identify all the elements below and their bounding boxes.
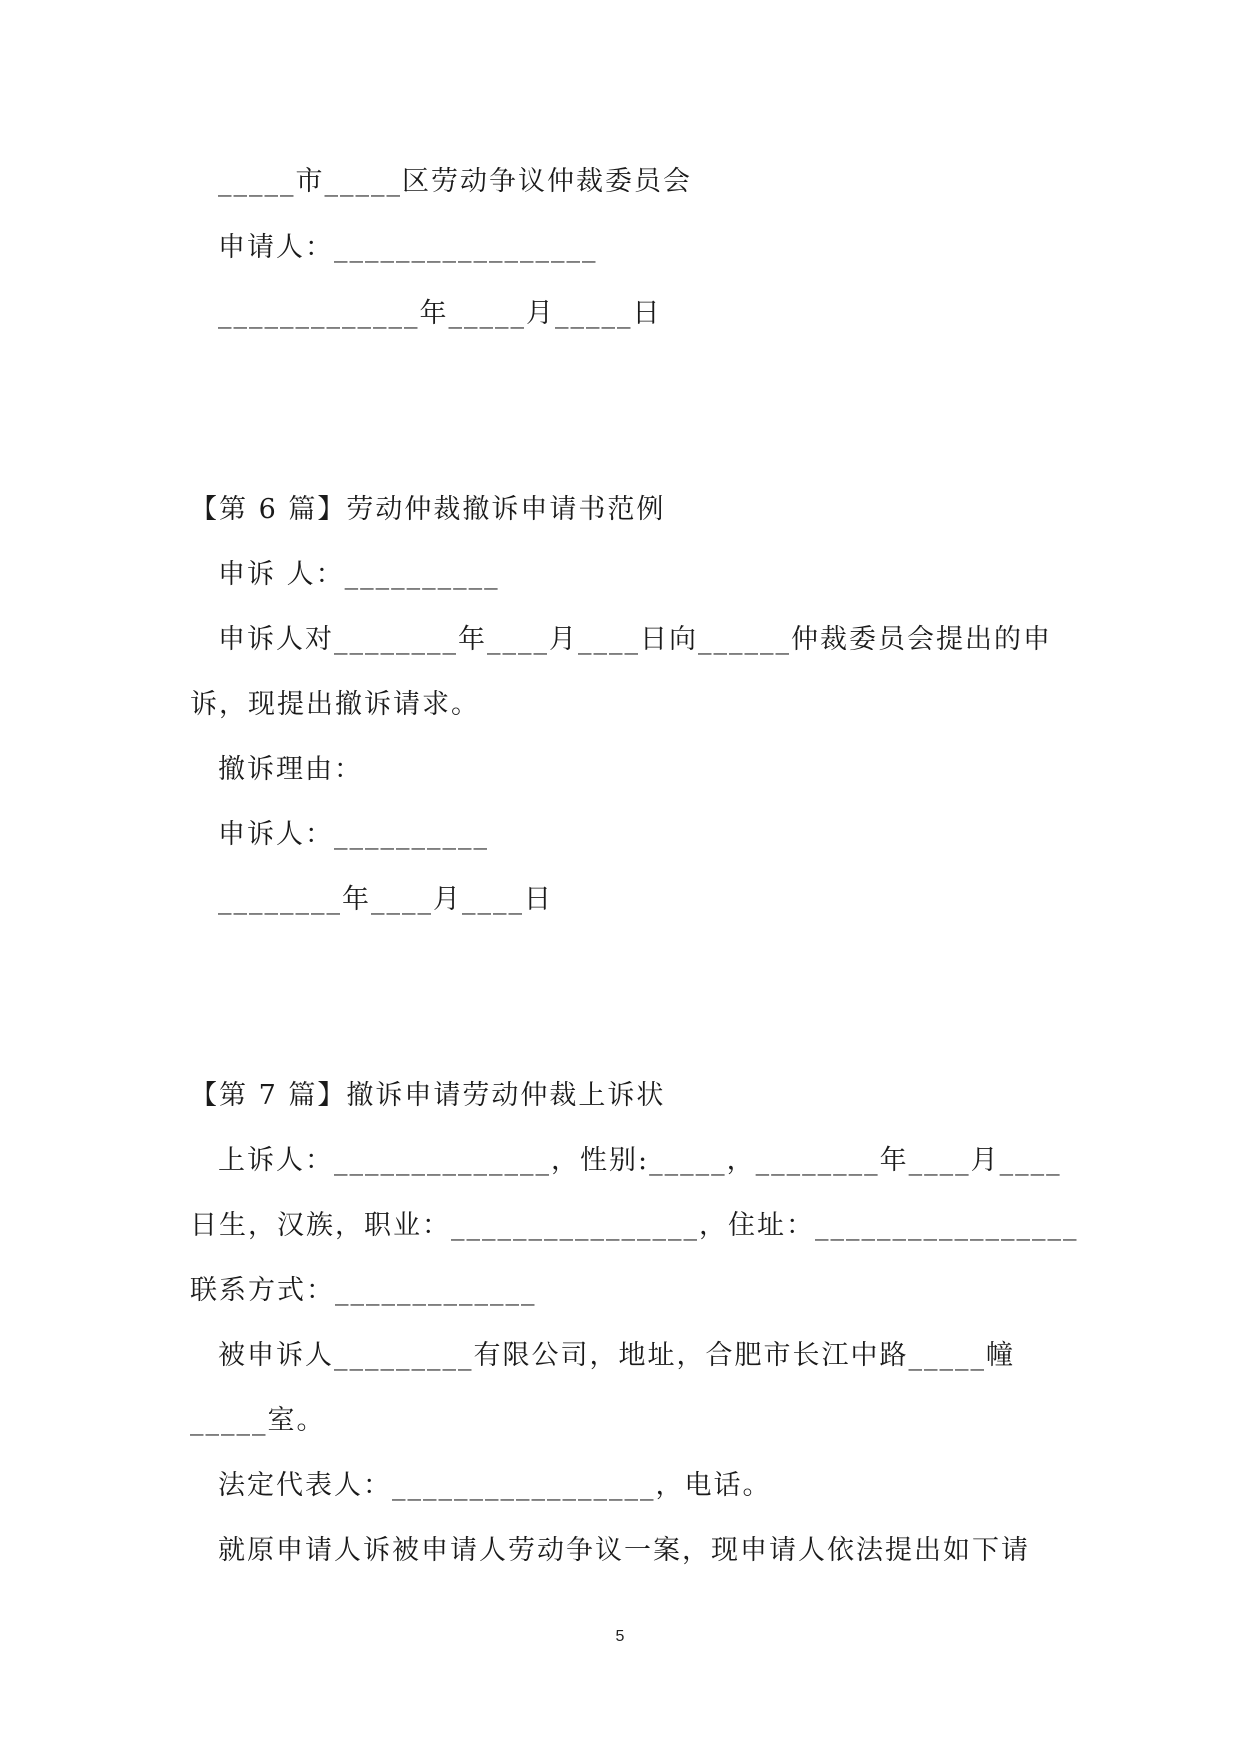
applicant-signature-line: 申请人：_________________ xyxy=(218,232,598,263)
request-line: 就原申请人诉被申请人劳动争议一案，现申请人依法提出如下请 xyxy=(218,1535,1030,1566)
withdrawal-body-line: 申诉人对________年____月____日向______仲裁委员会提出的申 xyxy=(218,624,1052,655)
complainant-signature-line: 申诉人：__________ xyxy=(218,819,489,850)
complainant-line: 申诉 人：__________ xyxy=(218,559,500,590)
respondent-line: 被申诉人_________有限公司，地址，合肥市长江中路_____幢 xyxy=(218,1340,1015,1371)
respondent-line: _____室。 xyxy=(190,1405,326,1436)
committee-line: _____市_____区劳动争议仲裁委员会 xyxy=(218,166,692,197)
legal-representative-line: 法定代表人：_________________，电话。 xyxy=(218,1470,772,1501)
date-line: ________年____月____日 xyxy=(218,884,553,915)
withdrawal-reason-label: 撤诉理由： xyxy=(218,754,363,785)
appellant-info-line: 上诉人：______________，性别:_____，________年____月____ xyxy=(218,1145,1062,1176)
appellant-info-line: 日生，汉族，职业：________________，住址：_________________ xyxy=(190,1210,1079,1241)
withdrawal-body-line: 诉，现提出撤诉请求。 xyxy=(190,689,480,720)
section-6-heading: 【第 6 篇】劳动仲裁撤诉申请书范例 xyxy=(190,494,666,525)
date-line: _____________年_____月_____日 xyxy=(218,298,662,329)
section-7-heading: 【第 7 篇】撤诉申请劳动仲裁上诉状 xyxy=(190,1080,666,1111)
contact-line: 联系方式：_____________ xyxy=(190,1275,537,1306)
page-number: 5 xyxy=(615,1628,625,1645)
